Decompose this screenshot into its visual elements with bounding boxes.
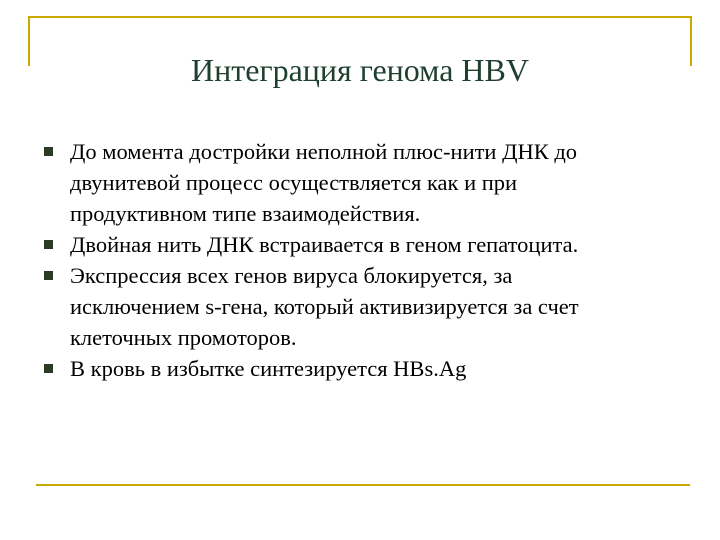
bullet-list — [40, 136, 690, 384]
slide-title: Интеграция генома HBV — [191, 52, 529, 88]
bullet-line: двунитевой процесс осуществляется как и при — [70, 170, 518, 195]
bullet-item — [40, 229, 690, 260]
bullet-line: До момента достройки неполной плюс-нити ДНК до — [70, 139, 578, 164]
bullet-item — [40, 260, 690, 353]
square-bullet-icon — [44, 240, 53, 249]
bullet-item — [40, 353, 690, 384]
bullet-line: клеточных промоторов. — [70, 325, 297, 350]
square-bullet-icon — [44, 271, 53, 280]
bullet-line: исключением s-гена, который активизируется за счет — [70, 294, 579, 319]
bullet-line: продуктивном типе взаимодействия. — [70, 201, 421, 226]
bullet-line: Двойная нить ДНК встраивается в геном гепатоцита. — [70, 232, 579, 257]
square-bullet-icon — [44, 364, 53, 373]
bullet-line: В кровь в избытке синтезируется HBs.Ag — [70, 356, 467, 381]
frame-top-line — [28, 16, 692, 18]
bullet-item — [40, 136, 690, 229]
bullet-line: Экспрессия всех генов вируса блокируется, за — [70, 263, 513, 288]
square-bullet-icon — [44, 147, 53, 156]
frame-bottom-line — [36, 484, 690, 486]
